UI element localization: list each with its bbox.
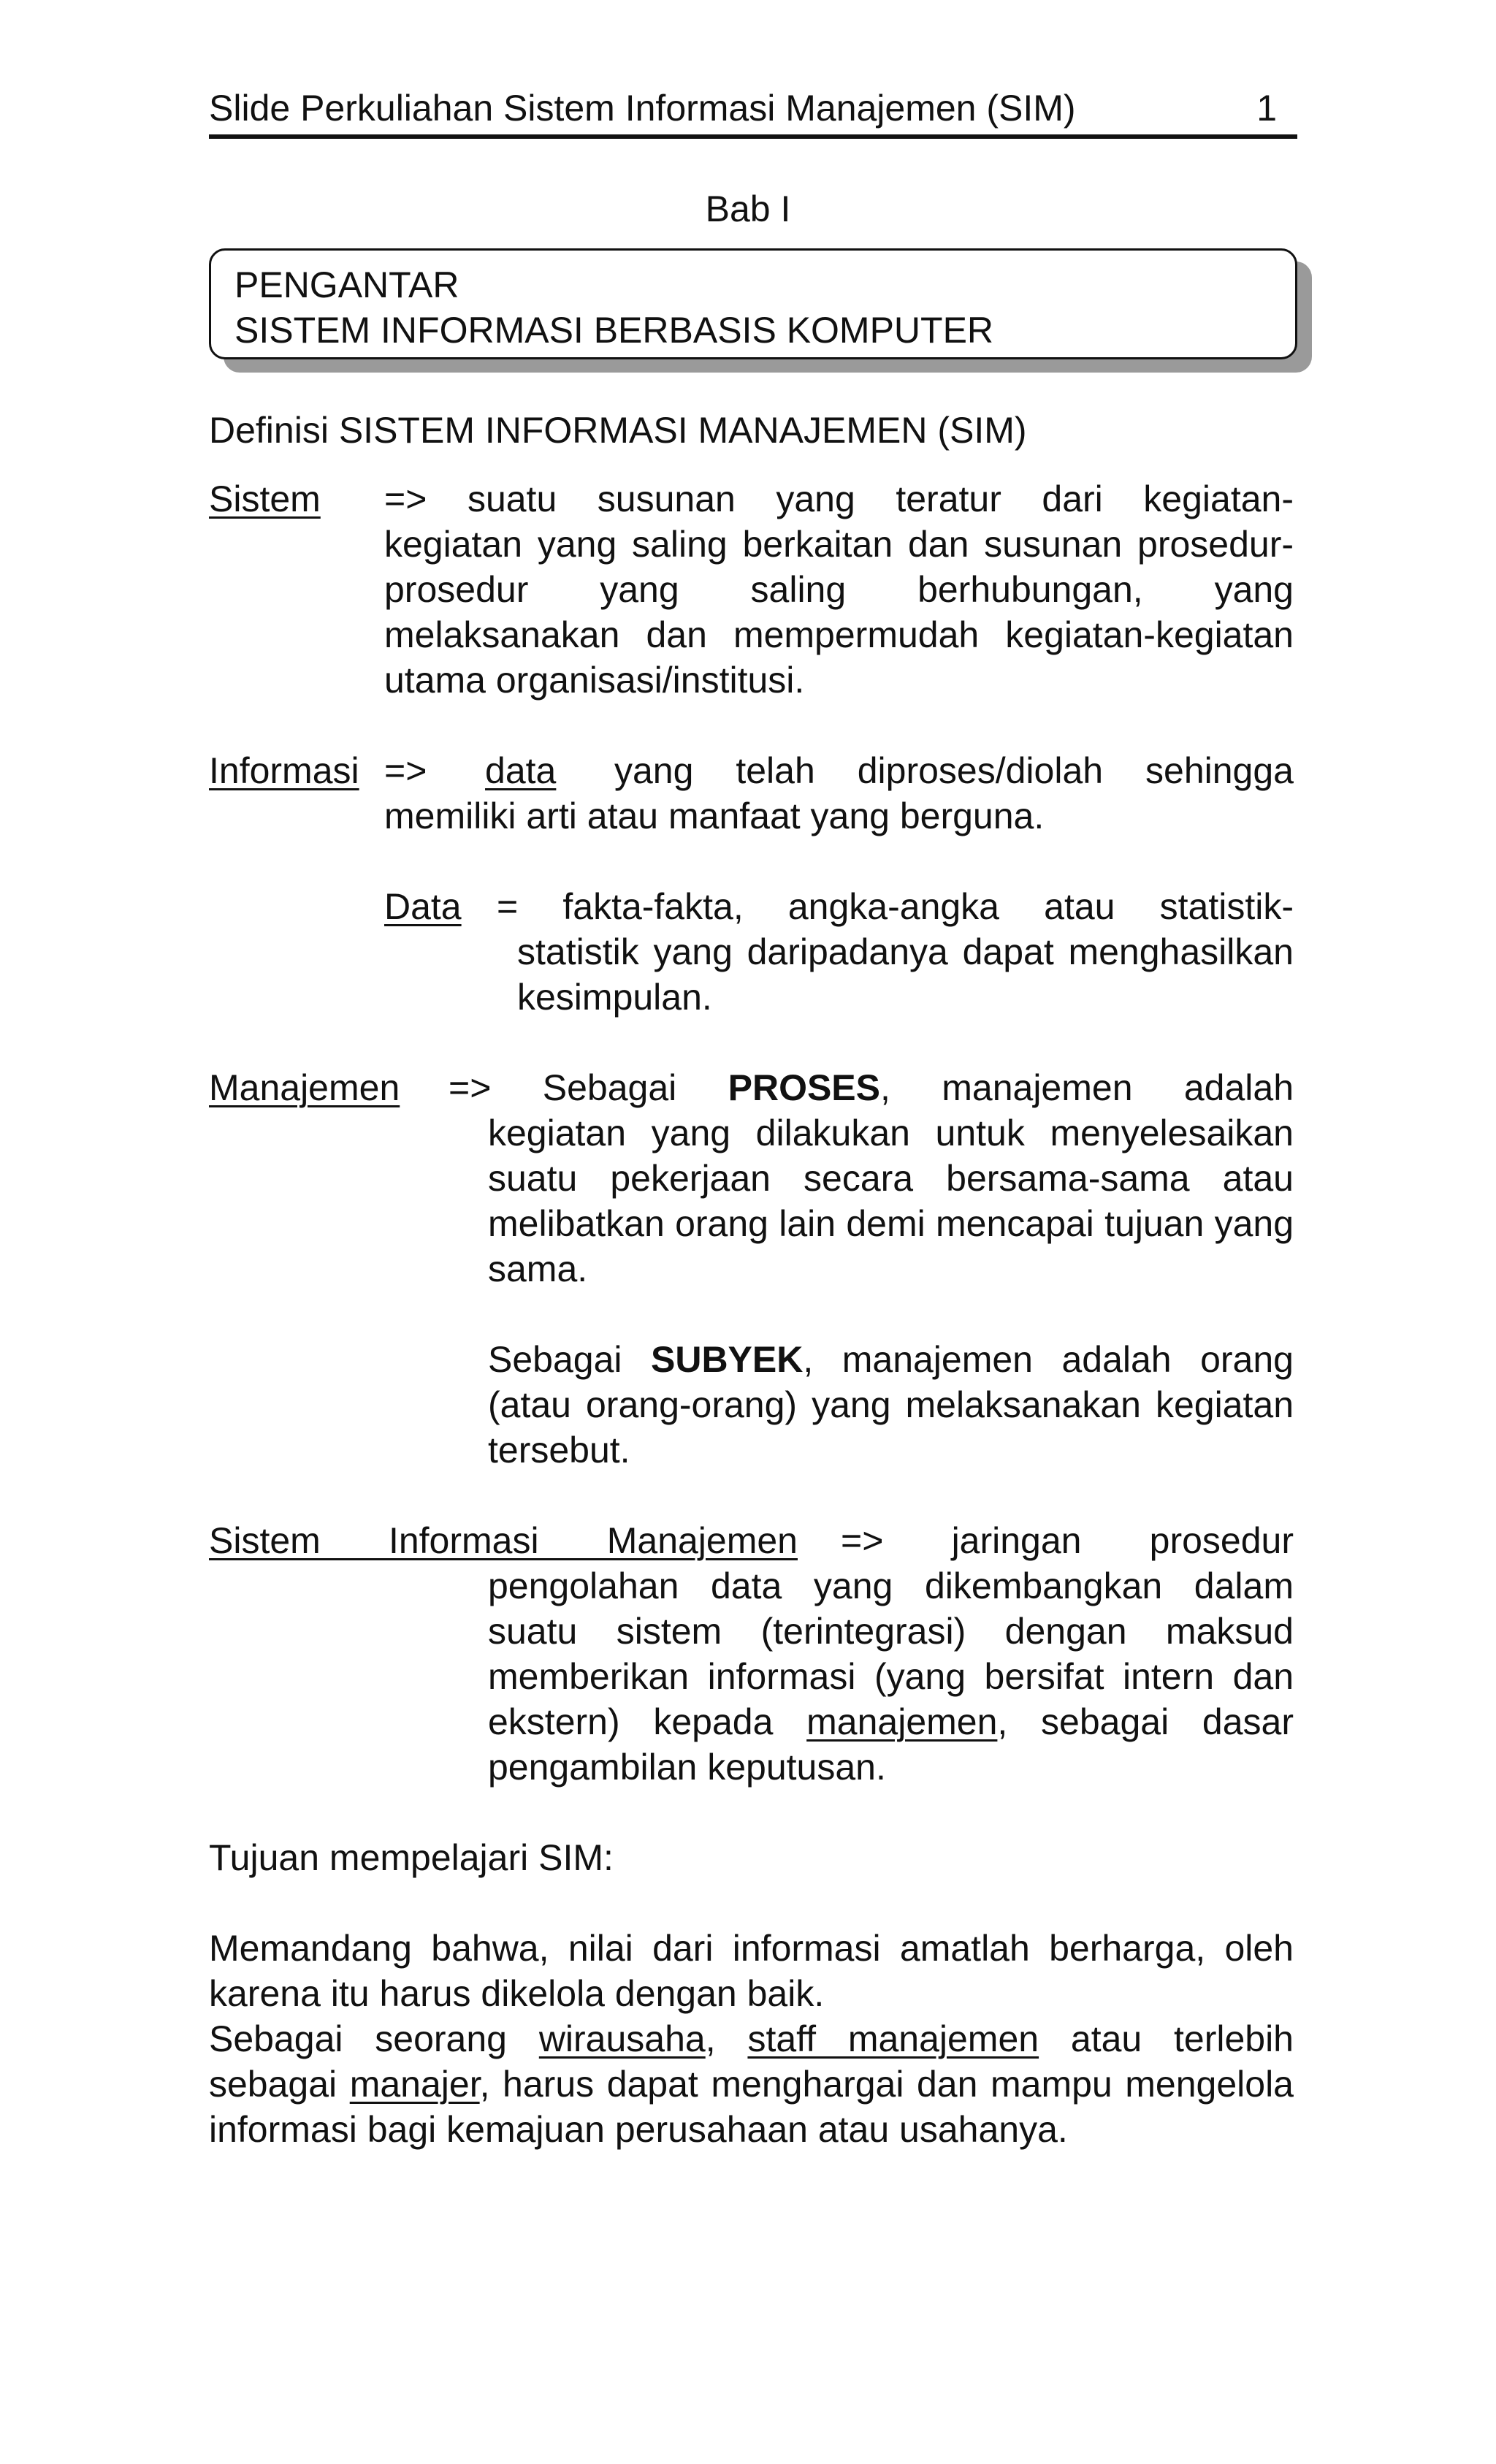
term-sim: Sistem Informasi Manajemen [209, 1520, 798, 1561]
page-number: 1 [1256, 88, 1277, 129]
title-line-1: PENGANTAR [234, 264, 459, 305]
sistem-def-rest: kegiatan yang saling berkaitan dan susunan prosedur-prosedur yang saling berhubungan, yang melaksanakan dan mempermudah kegiatan-kegiatan utama organisasi/institusi. [384, 524, 1294, 701]
tujuan-para-2: Sebagai seorang wirausaha, staff manajemen atau terlebih sebagai manajer, harus dapat menghargai dan mampu mengelola informasi bagi kemajuan perusahaan atau usahanya. [209, 2018, 1294, 2150]
subyek-keyword: SUBYEK [650, 1339, 804, 1380]
sim-def-rest: pengolahan data yang dikembangkan dalam suatu sistem (terintegrasi) dengan maksud memberikan informasi (yang bersifat intern dan ekstern) kepada manajemen, sebagai dasar pengambilan keputusan. [488, 1565, 1294, 1788]
sim-line1-rest: => jaringan prosedur [841, 1520, 1294, 1561]
wirausaha-word: wirausaha [538, 2018, 706, 2059]
data-def-rest: statistik yang daripadanya dapat menghasilkan kesimpulan. [517, 931, 1294, 1018]
informasi-def-line2: memiliki arti atau manfaat yang berguna. [384, 796, 1045, 836]
title-line-2: SISTEM INFORMASI BERBASIS KOMPUTER [234, 310, 994, 351]
definition-heading: Definisi SISTEM INFORMASI MANAJEMEN (SIM) [209, 410, 1027, 451]
manajemen-def-rest: kegiatan yang dilakukan untuk menyelesaikan suatu pekerjaan secara bersama-sama atau melibatkan orang lain demi mencapai tujuan yang sama. [488, 1113, 1294, 1289]
informasi-line1-rest: yang telah diproses/diolah sehingga [614, 750, 1294, 791]
tujuan-heading: Tujuan mempelajari SIM: [209, 1837, 614, 1878]
sistem-def-line1: => suatu susunan yang teratur dari kegiatan- [384, 478, 1294, 519]
manajemen-def-line1: => Sebagai PROSES, manajemen adalah [449, 1067, 1294, 1108]
manajemen-subyek-para: Sebagai SUBYEK, manajemen adalah orang (atau orang-orang) yang melaksanakan kegiatan tersebut. [488, 1339, 1294, 1471]
data-def-line1: = fakta-fakta, angka-angka atau statistik- [497, 886, 1294, 927]
term-data: Data [384, 886, 462, 927]
informasi-data-word: data [485, 750, 557, 791]
header-title: Slide Perkuliahan Sistem Informasi Manajemen (SIM) [209, 88, 1076, 129]
informasi-def-line1 [384, 748, 1294, 793]
term-sistem: Sistem [209, 478, 321, 519]
informasi-arrow: => [384, 750, 427, 791]
proses-keyword: PROSES [728, 1067, 881, 1108]
term-informasi: Informasi [209, 750, 359, 791]
page-header [209, 86, 1297, 139]
term-manajemen: Manajemen [209, 1067, 400, 1108]
tujuan-para-1: Memandang bahwa, nilai dari informasi amatlah berharga, oleh karena itu harus dikelola dengan baik. [209, 1928, 1294, 2014]
staff-manajemen-word: staff manajemen [747, 2018, 1039, 2059]
manajer-word: manajer [349, 2064, 480, 2105]
chapter-label: Bab I [705, 188, 791, 229]
sim-def-line1 [209, 1518, 1294, 1563]
sim-manajemen-word: manajemen [806, 1701, 998, 1742]
title-box [209, 248, 1297, 359]
